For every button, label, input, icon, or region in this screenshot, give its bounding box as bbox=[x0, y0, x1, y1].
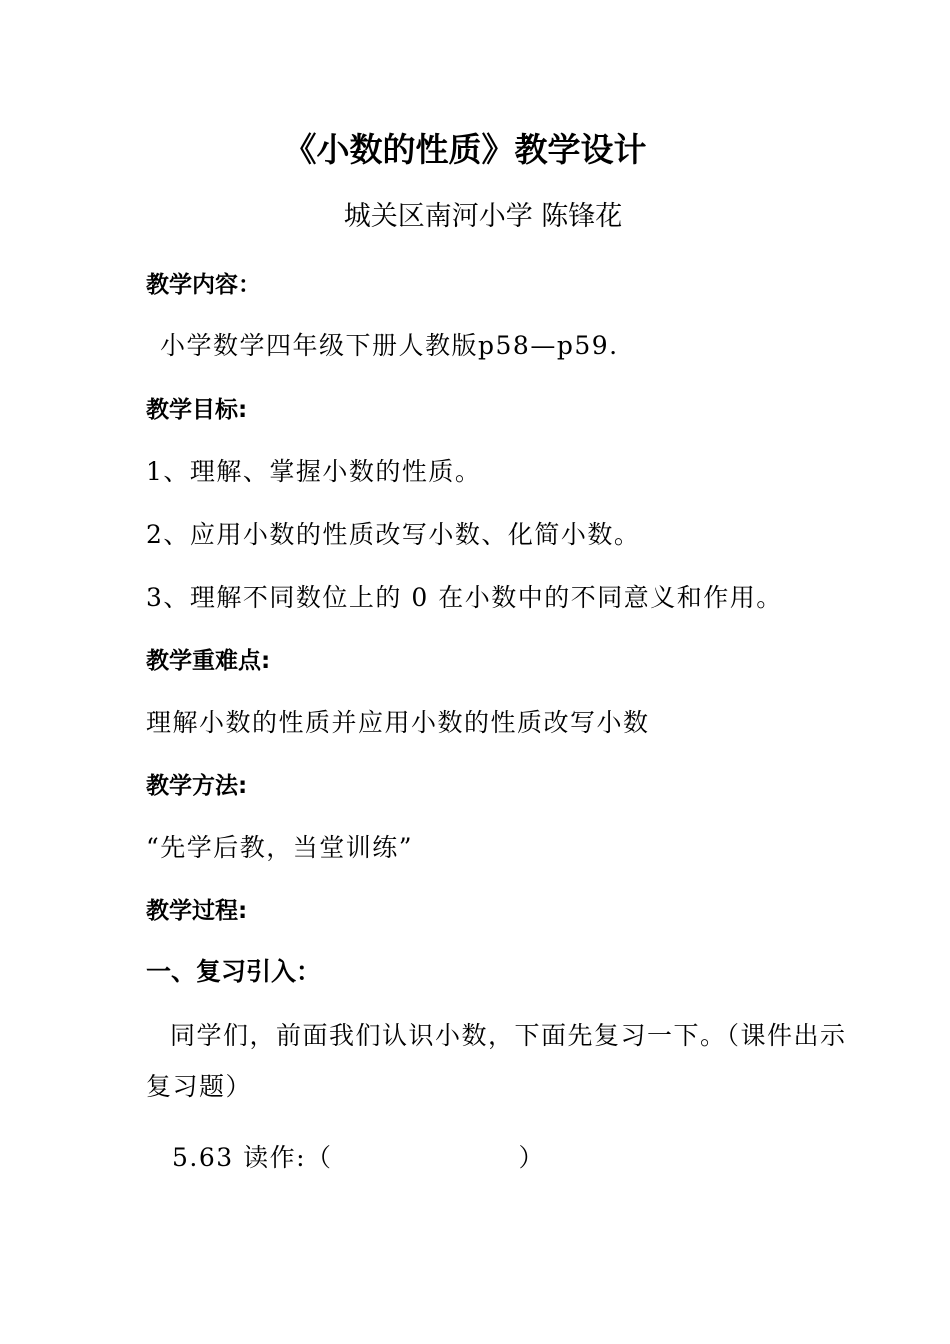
exercise-prefix: 5.63 读作:（ bbox=[172, 1143, 333, 1172]
content-text: 小学数学四年级下册人教版p58—p59. bbox=[160, 331, 619, 360]
document-title: 《小数的性质》教学设计 bbox=[283, 130, 647, 169]
section-title: 一、复习引入： bbox=[146, 957, 322, 986]
content-heading: 教学内容： bbox=[146, 272, 261, 298]
method-heading: 教学方法: bbox=[146, 773, 248, 799]
objective-item: 3、理解不同数位上的 0 在小数中的不同意义和作用。 bbox=[146, 583, 783, 612]
method-text: “先学后教，当堂训练” bbox=[146, 833, 414, 862]
objectives-heading: 教学目标: bbox=[146, 397, 248, 423]
author-line: 城关区南河小学 陈锋花 bbox=[343, 201, 623, 232]
process-heading: 教学过程: bbox=[146, 898, 248, 924]
key-points-text: 理解小数的性质并应用小数的性质改写小数 bbox=[146, 708, 650, 737]
exercise-suffix: ） bbox=[518, 1143, 546, 1172]
exercise-line bbox=[172, 1141, 545, 1175]
section-paragraph-line1: 同学们，前面我们认识小数，下面先复习一下。（课件出示 bbox=[170, 1021, 847, 1050]
key-points-heading: 教学重难点: bbox=[146, 648, 271, 674]
section-paragraph-line2: 复习题） bbox=[146, 1072, 253, 1101]
objective-item: 2、应用小数的性质改写小数、化简小数。 bbox=[146, 520, 641, 549]
objective-item: 1、理解、掌握小数的性质。 bbox=[146, 457, 482, 486]
